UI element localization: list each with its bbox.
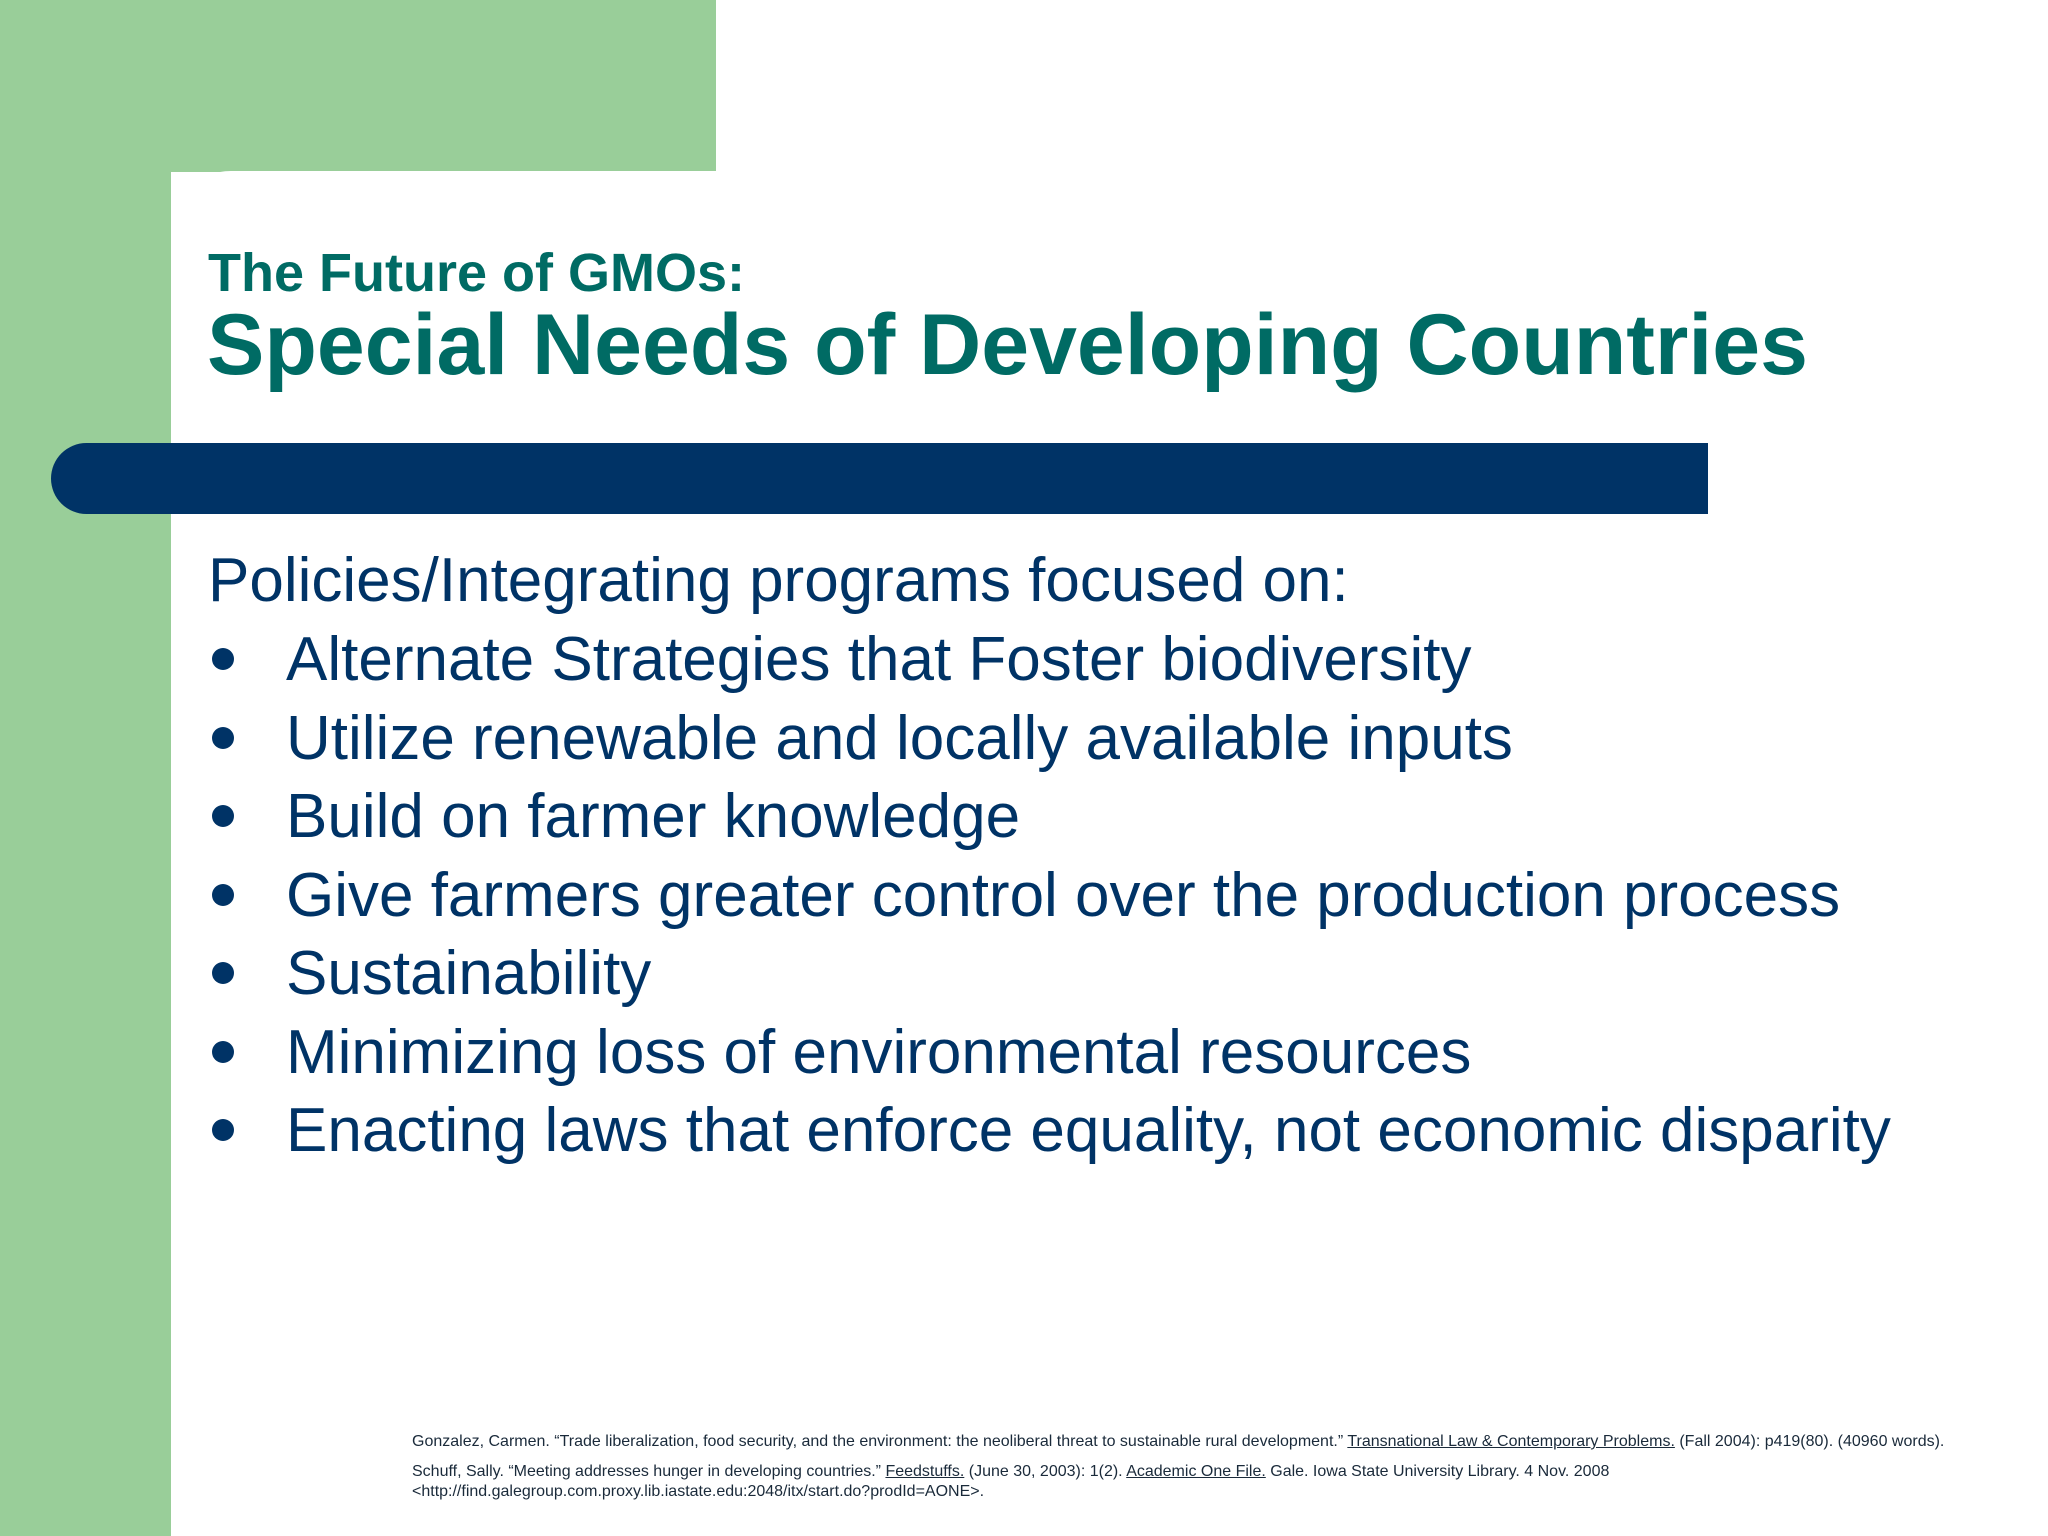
reference-gonzalez xyxy=(412,1432,2012,1452)
bullet-text: Build on farmer knowledge xyxy=(286,782,1021,851)
bullet-icon xyxy=(212,1041,234,1063)
slide-title: Special Needs of Developing Countries xyxy=(207,297,1808,393)
slide-subtitle: The Future of GMOs: xyxy=(208,243,745,303)
bullet-icon xyxy=(212,884,234,906)
reference-source: Transnational Law & Contemporary Problems. xyxy=(1347,1433,1675,1450)
bullet-text: Alternate Strategies that Foster biodiversity xyxy=(286,625,1472,694)
green-left-stripe xyxy=(0,0,171,1536)
bullet-icon xyxy=(212,727,234,749)
bullet-text: Enacting laws that enforce equality, not economic disparity xyxy=(286,1096,1891,1165)
bullet-text: Sustainability xyxy=(286,939,652,1008)
reference-schuff xyxy=(412,1462,2012,1502)
reference-text: (June 30, 2003): 1(2). xyxy=(964,1463,1127,1480)
bullet-text: Minimizing loss of environmental resources xyxy=(286,1017,1472,1087)
bullet-icon xyxy=(212,805,234,827)
reference-text: (Fall 2004): p419(80). (40960 words). xyxy=(1674,1433,1945,1450)
bullet-text: Utilize renewable and locally available inputs xyxy=(286,703,1513,773)
references xyxy=(412,1432,2012,1512)
reference-database: Academic One File. xyxy=(1126,1463,1266,1480)
reference-text: Schuff, Sally. “Meeting addresses hunger in developing countries.” xyxy=(412,1463,886,1480)
reference-source: Feedstuffs. xyxy=(885,1463,965,1480)
bullet-icon xyxy=(212,648,234,670)
bullet-icon xyxy=(212,1119,234,1141)
bullet-text: Give farmers greater control over the production process xyxy=(286,860,1841,930)
reference-text: Gonzalez, Carmen. “Trade liberalization, food security, and the environment: the neoliberal threat to sustainable rural development.” xyxy=(412,1433,1348,1450)
reference-text: Gale. Iowa State University Library. 4 Nov. 2008 <http://find.galegroup.com.proxy.lib.iastate.edu:2048/itx/start.do?prodId=AONE>. xyxy=(412,1463,1610,1500)
title-divider-bar xyxy=(51,443,1708,514)
bullet-icon xyxy=(212,962,234,984)
intro-text: Policies/Integrating programs focused on: xyxy=(208,546,1349,615)
